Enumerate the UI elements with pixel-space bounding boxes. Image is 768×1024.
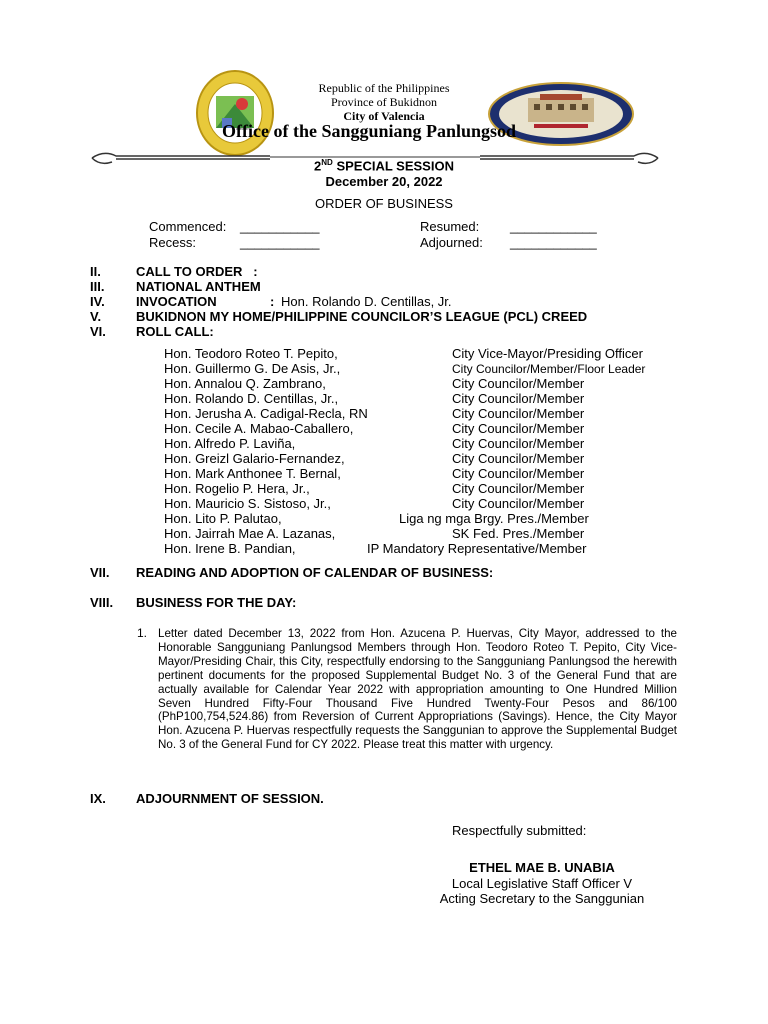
session-ordinal: 2 <box>314 158 322 174</box>
header-province: Province of Bukidnon <box>331 95 437 109</box>
header-city: City of Valencia <box>343 109 425 123</box>
invocation-officer: Hon. Rolando D. Centillas, Jr. <box>281 294 452 309</box>
city-seal-logo <box>196 70 274 156</box>
section-iv-title: INVOCATION <box>136 294 217 309</box>
adjourned-field: ____________ <box>510 235 597 250</box>
section-ix-number: IX. <box>90 791 106 806</box>
section-iv-colon: : <box>270 294 275 309</box>
section-viii-title: BUSINESS FOR THE DAY: <box>136 595 297 610</box>
section-iii-number: III. <box>90 279 105 294</box>
section-iii-title: NATIONAL ANTHEM <box>136 279 261 294</box>
section-ii-number: II. <box>90 264 101 279</box>
session-title <box>234 158 534 173</box>
session-ordinal-suffix: ND <box>321 158 333 167</box>
roll-position: City Vice-Mayor/Presiding Officer <box>452 346 643 361</box>
roll-name: Hon. Alfredo P. Laviña, <box>164 436 296 451</box>
roll-name: Hon. Rolando D. Centillas, Jr., <box>164 391 339 406</box>
roll-name: Hon. Rogelio P. Hera, Jr., <box>164 481 310 496</box>
section-vi-title: ROLL CALL: <box>136 324 214 339</box>
recess-field: ___________ <box>240 235 320 250</box>
commenced-label: Commenced: <box>149 219 227 234</box>
roll-name: Hon. Irene B. Pandian, <box>164 541 296 556</box>
roll-position: City Councilor/Member <box>452 376 585 391</box>
session-title-text: SPECIAL SESSION <box>332 158 454 174</box>
roll-position: City Councilor/Member <box>452 406 585 421</box>
roll-position: City Councilor/Member <box>452 496 585 511</box>
section-v-title: BUKIDNON MY HOME/PHILIPPINE COUNCILOR’S LEAGUE (PCL) CREED <box>136 309 588 324</box>
section-vi-number: VI. <box>90 324 106 339</box>
order-of-business-title: ORDER OF BUSINESS <box>315 196 453 211</box>
adjourned-label: Adjourned: <box>420 235 483 250</box>
section-ix-title: ADJOURNMENT OF SESSION. <box>136 791 324 806</box>
roll-name: Hon. Jerusha A. Cadigal-Recla, RN <box>164 406 368 421</box>
roll-name: Hon. Teodoro Roteo T. Pepito, <box>164 346 338 361</box>
commenced-field: ___________ <box>240 219 320 234</box>
roll-position: City Councilor/Member <box>452 451 585 466</box>
resumed-label: Resumed: <box>420 219 480 234</box>
resumed-field: ____________ <box>510 219 597 234</box>
section-vii-number: VII. <box>90 565 110 580</box>
closing-remark: Respectfully submitted: <box>452 823 587 838</box>
section-viii-number: VIII. <box>90 595 114 610</box>
roll-position: Liga ng mga Brgy. Pres./Member <box>399 511 589 526</box>
roll-name: Hon. Lito P. Palutao, <box>164 511 282 526</box>
session-date: December 20, 2022 <box>325 174 443 189</box>
roll-position: SK Fed. Pres./Member <box>452 526 585 541</box>
roll-position: City Councilor/Member/Floor Leader <box>452 362 646 376</box>
business-item-number: 1. <box>137 626 148 640</box>
section-ii-title: CALL TO ORDER : <box>136 264 258 279</box>
roll-name: Hon. Mauricio S. Sistoso, Jr., <box>164 496 331 511</box>
signatory-name: ETHEL MAE B. UNABIA <box>469 860 615 875</box>
roll-name: Hon. Greizl Galario-Fernandez, <box>164 451 345 466</box>
header-republic: Republic of the Philippines <box>318 81 450 95</box>
section-iv-number: IV. <box>90 294 105 309</box>
recess-label: Recess: <box>149 235 196 250</box>
section-v-number: V. <box>90 309 102 324</box>
roll-name: Hon. Mark Anthonee T. Bernal, <box>164 466 341 481</box>
business-item-text: Letter dated December 13, 2022 from Hon. Azucena P. Huervas, City Mayor, addressed to the Honorable Sangguniang Panlungsod Members through Hon. Teodoro Roteo T. Pepito, City Vice-Mayor/Presiding Chair, this City, respectfully endorsing to the Sangguniang Panlungsod the herewith pertinent documents for the proposed Supplemental Budget No. 3 of the General Fund that are actually available for Calendar Year 2022 with appropriation amounting to One Hundred Million Seven Hundred Fifty-Four Thousand Five Hundred Twenty-Four Pesos and 86/100 (PhP100,754,524.86) from Reversion of Current Appropriations (Savings). Hence, the City Mayor Hon. Azucena P. Huervas respectfully requests the Sanggunian to approve the Supplemental Budget No. 3 of the General Fund for CY 2022. Please treat this matter with urgency. <box>158 627 677 752</box>
roll-name: Hon. Jairrah Mae A. Lazanas, <box>164 526 336 541</box>
signatory-title: Local Legislative Staff Officer V <box>451 876 633 891</box>
roll-name: Hon. Guillermo G. De Asis, Jr., <box>164 361 341 376</box>
roll-position: IP Mandatory Representative/Member <box>367 541 587 556</box>
office-title: Office of the Sangguniang Panlungsod <box>222 121 517 141</box>
roll-position: City Councilor/Member <box>452 436 585 451</box>
roll-position: City Councilor/Member <box>452 421 585 436</box>
signatory-role: Acting Secretary to the Sanggunian <box>439 891 645 906</box>
roll-position: City Councilor/Member <box>452 481 585 496</box>
roll-position: City Councilor/Member <box>452 466 585 481</box>
section-vii-title: READING AND ADOPTION OF CALENDAR OF BUSINESS: <box>136 565 494 580</box>
roll-position: City Councilor/Member <box>452 391 585 406</box>
roll-name: Hon. Annalou Q. Zambrano, <box>164 376 326 391</box>
roll-name: Hon. Cecile A. Mabao-Caballero, <box>164 421 354 436</box>
